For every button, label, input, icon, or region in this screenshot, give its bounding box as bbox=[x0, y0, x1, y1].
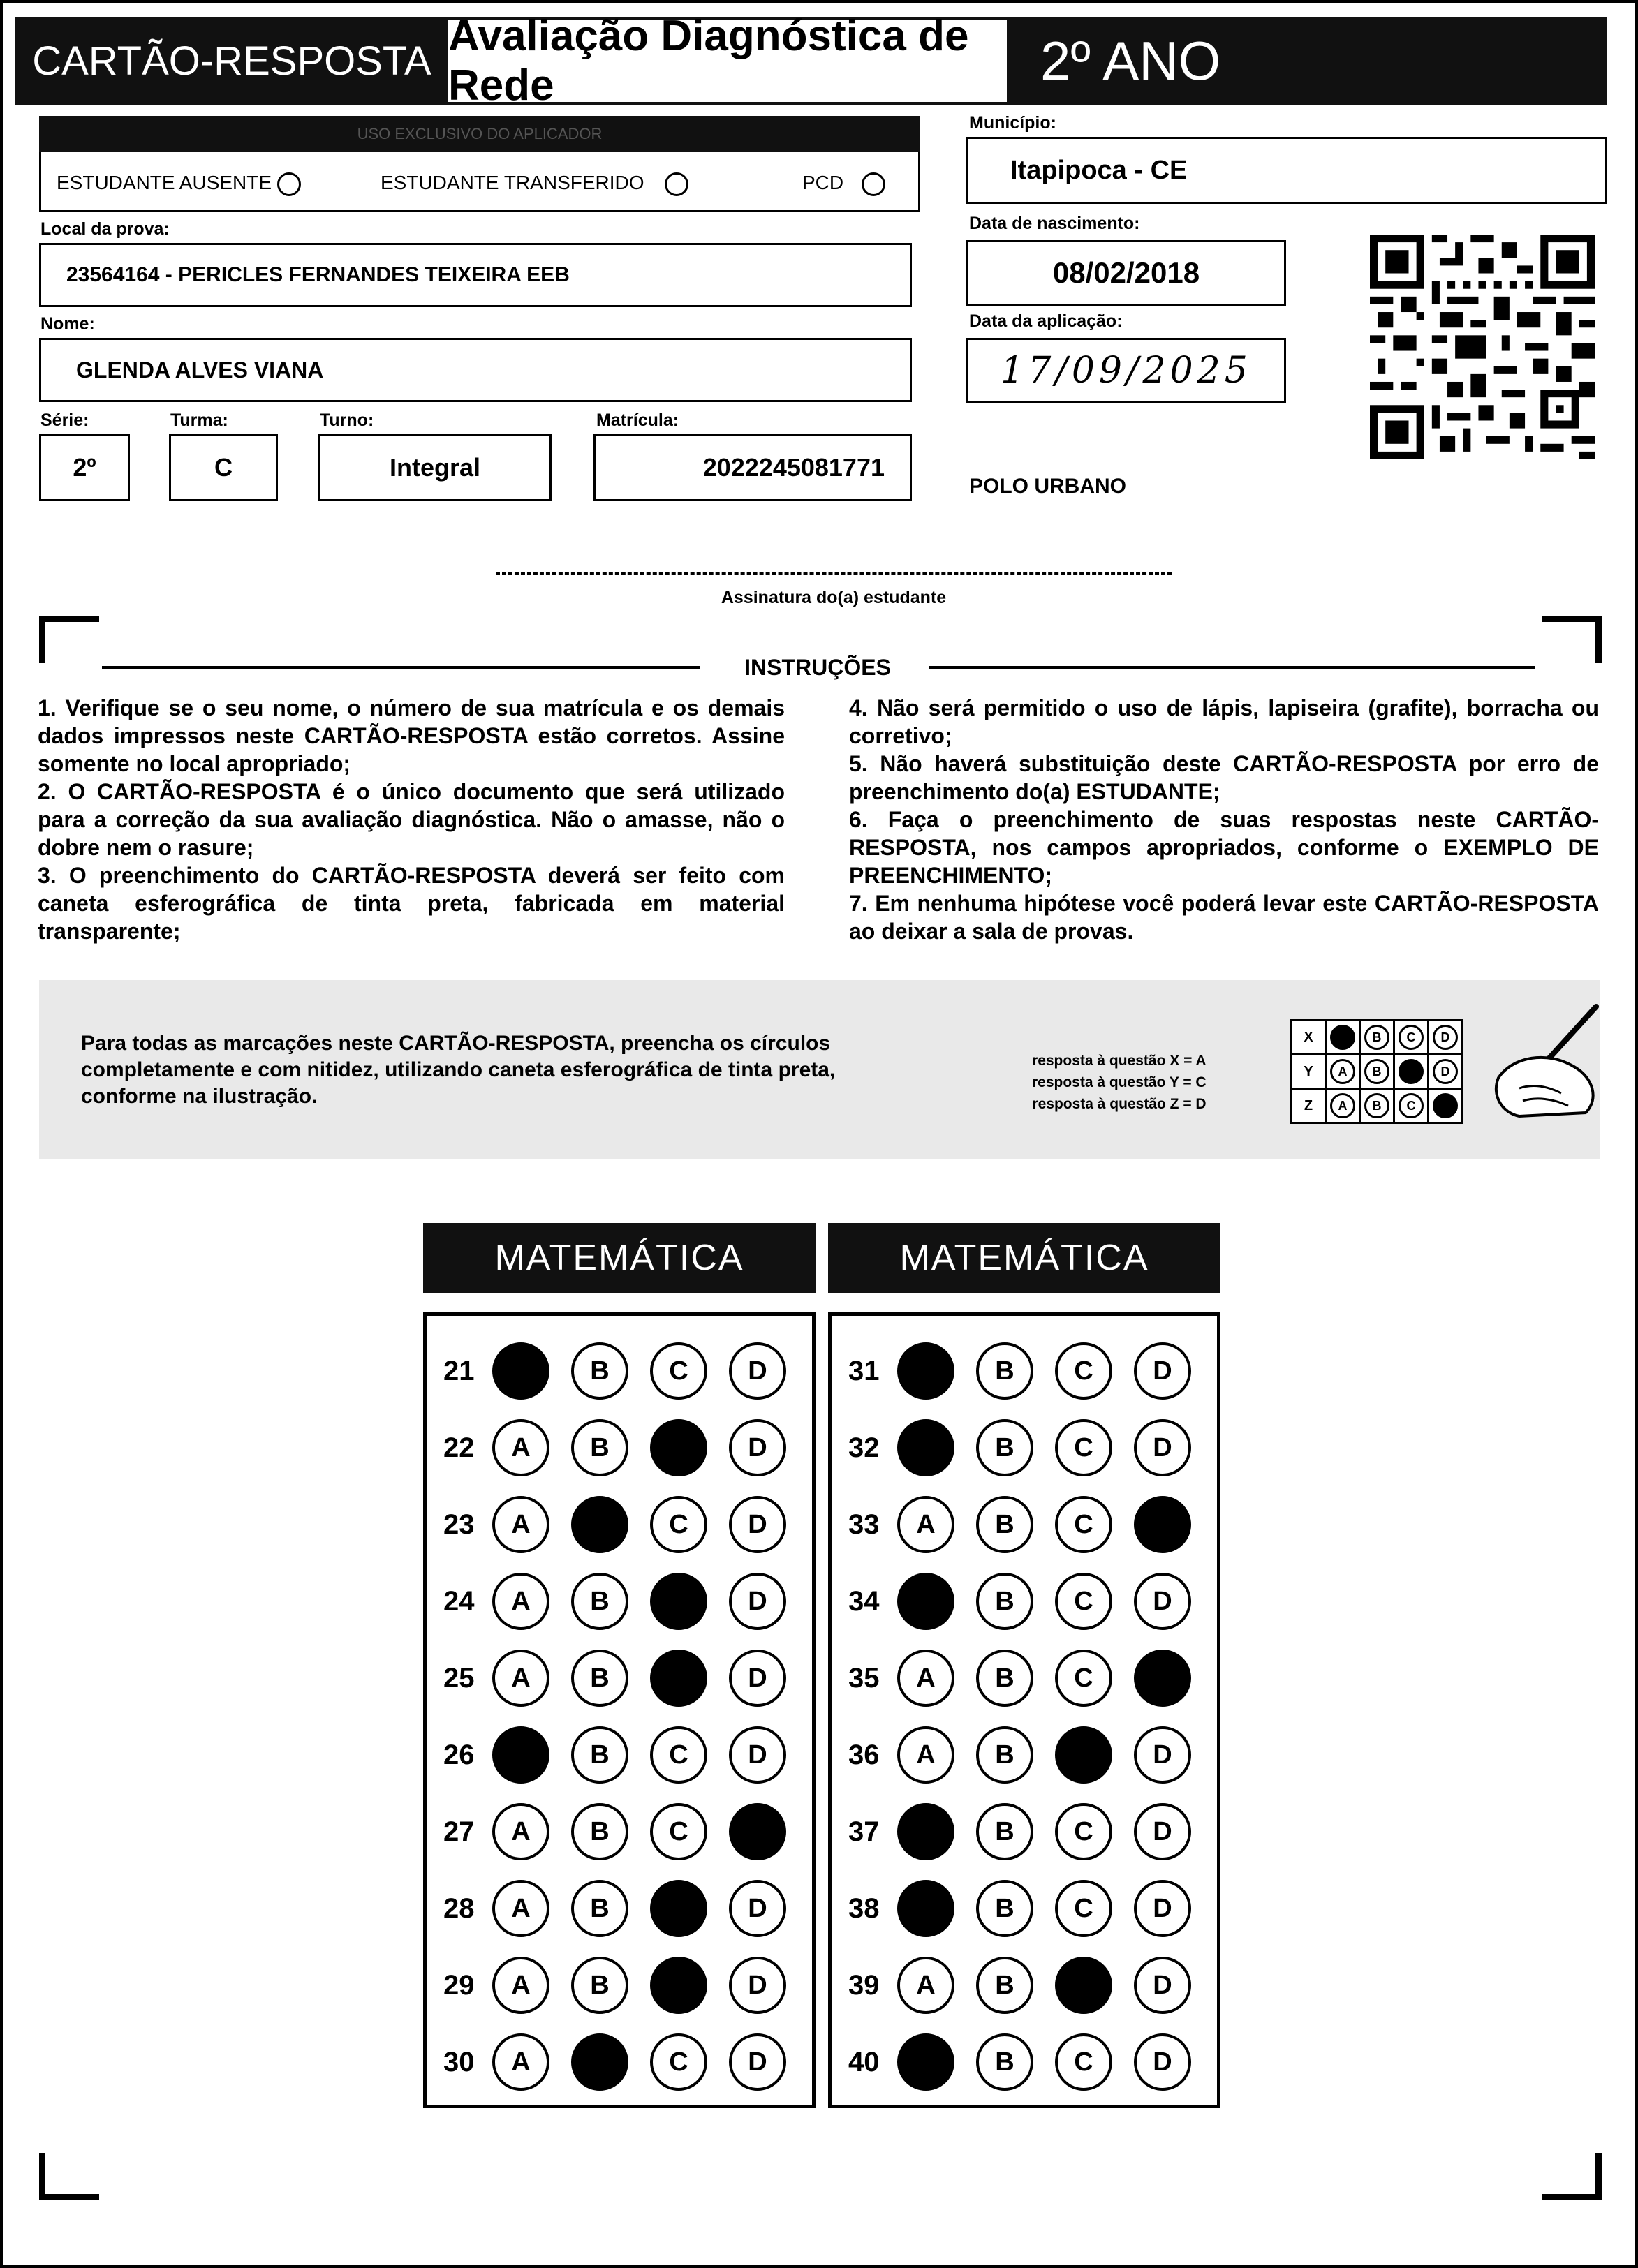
turno-value: Integral bbox=[389, 453, 481, 482]
answer-row bbox=[848, 1333, 1213, 1409]
local-value: 23564164 - PERICLES FERNANDES TEIXEIRA EEB bbox=[66, 263, 570, 286]
example-cell bbox=[1326, 1089, 1360, 1123]
answer-row bbox=[443, 1333, 808, 1409]
corner-mark-tr bbox=[1542, 616, 1602, 663]
answer-bubble-a[interactable]: A bbox=[492, 1496, 549, 1553]
corner-mark-br bbox=[1542, 2153, 1602, 2200]
qr-code bbox=[1370, 235, 1595, 459]
answer-bubble-d[interactable]: D bbox=[1134, 1650, 1191, 1707]
answer-bubble-c[interactable]: C bbox=[1055, 1650, 1112, 1707]
turno-field bbox=[318, 434, 552, 501]
subject-header-left: MATEMÁTICA bbox=[423, 1223, 816, 1293]
answer-bubble-d[interactable]: D bbox=[729, 1880, 786, 1937]
answer-bubble-c[interactable]: C bbox=[1055, 1803, 1112, 1860]
turma-field bbox=[169, 434, 278, 501]
answer-bubble-a[interactable]: A bbox=[897, 1342, 954, 1400]
exam-title: Avaliação Diagnóstica de Rede bbox=[448, 17, 1007, 105]
answer-bubble-a[interactable]: A bbox=[492, 1650, 549, 1707]
answer-bubble-b[interactable]: B bbox=[976, 2033, 1033, 2091]
answer-bubble-c[interactable]: C bbox=[1055, 2033, 1112, 2091]
answer-bubble-b[interactable]: B bbox=[571, 1957, 628, 2014]
instructions-title: INSTRUÇÕES bbox=[744, 655, 891, 680]
example-cell bbox=[1394, 1021, 1429, 1055]
answer-bubble-a[interactable]: A bbox=[897, 1726, 954, 1784]
answer-bubble-b[interactable]: B bbox=[976, 1650, 1033, 1707]
answer-bubble-a[interactable]: A bbox=[897, 1573, 954, 1630]
pcd-option[interactable] bbox=[802, 172, 885, 196]
example-legend bbox=[1032, 1050, 1207, 1115]
answer-bubble-a[interactable]: A bbox=[492, 1573, 549, 1630]
answer-bubble-d[interactable]: D bbox=[1134, 1573, 1191, 1630]
example-cell bbox=[1394, 1055, 1429, 1089]
answer-bubble-c[interactable]: C bbox=[650, 1957, 707, 2014]
answer-bubble-c[interactable]: C bbox=[1055, 1726, 1112, 1784]
answer-bubble-b[interactable]: B bbox=[571, 1726, 628, 1784]
answer-bubble-d[interactable]: D bbox=[729, 1803, 786, 1860]
example-cell bbox=[1360, 1055, 1394, 1089]
answer-bubble-c[interactable]: C bbox=[1055, 1957, 1112, 2014]
answer-row bbox=[848, 2024, 1213, 2100]
answer-row bbox=[443, 1563, 808, 1640]
answer-bubble-d[interactable]: D bbox=[1134, 1496, 1191, 1553]
subject-header-right: MATEMÁTICA bbox=[828, 1223, 1220, 1293]
answer-bubble-d[interactable]: D bbox=[729, 1650, 786, 1707]
transferred-option[interactable] bbox=[381, 172, 688, 196]
answer-bubble-c[interactable]: C bbox=[650, 1726, 707, 1784]
answer-bubble-a[interactable]: A bbox=[897, 1957, 954, 2014]
answer-bubble-b[interactable]: B bbox=[976, 1726, 1033, 1784]
instructions-right bbox=[849, 694, 1599, 945]
question-number: 24 bbox=[443, 1585, 475, 1617]
absent-label: ESTUDANTE AUSENTE bbox=[57, 172, 272, 193]
answer-bubble-a[interactable]: A bbox=[492, 1803, 549, 1860]
answer-bubble-c[interactable]: C bbox=[1055, 1342, 1112, 1400]
example-bubble-d: D bbox=[1433, 1025, 1458, 1050]
answer-bubble-d[interactable]: D bbox=[1134, 1419, 1191, 1476]
example-bubble-b: B bbox=[1364, 1059, 1389, 1084]
local-field bbox=[39, 243, 912, 307]
answer-bubble-a[interactable]: A bbox=[897, 1880, 954, 1937]
instructions-left bbox=[38, 694, 785, 945]
example-bubble-d: D bbox=[1433, 1059, 1458, 1084]
answer-bubble-c[interactable]: C bbox=[1055, 1573, 1112, 1630]
corner-mark-tl bbox=[39, 616, 99, 663]
example-cell bbox=[1429, 1055, 1463, 1089]
question-number: 35 bbox=[848, 1662, 880, 1693]
answer-bubble-b[interactable]: B bbox=[571, 1419, 628, 1476]
answer-bubble-c[interactable]: C bbox=[1055, 1419, 1112, 1476]
example-bubble-a: A bbox=[1330, 1059, 1355, 1084]
transferred-label: ESTUDANTE TRANSFERIDO bbox=[381, 172, 644, 193]
answer-bubble-b[interactable]: B bbox=[976, 1342, 1033, 1400]
question-number: 25 bbox=[443, 1662, 475, 1693]
answer-grid-right bbox=[828, 1312, 1220, 2108]
question-number: 26 bbox=[443, 1739, 475, 1770]
municipio-value: Itapipoca - CE bbox=[1010, 155, 1188, 185]
answer-bubble-b[interactable]: B bbox=[976, 1957, 1033, 2014]
answer-row bbox=[848, 1947, 1213, 2024]
pcd-circle[interactable] bbox=[862, 172, 885, 196]
answer-bubble-c[interactable]: C bbox=[650, 1419, 707, 1476]
nascimento-value: 08/02/2018 bbox=[1052, 256, 1200, 289]
answer-bubble-a[interactable]: A bbox=[492, 1880, 549, 1937]
answer-row bbox=[848, 1563, 1213, 1640]
answer-bubble-b[interactable]: B bbox=[571, 1880, 628, 1937]
answer-bubble-d[interactable]: D bbox=[1134, 1803, 1191, 1860]
instruction-5: 5. Não haverá substituição deste CARTÃO-RESPOSTA por erro de preenchimento do(a) ESTUDANTE; bbox=[849, 751, 1599, 804]
pcd-label: PCD bbox=[802, 172, 844, 193]
example-row-label: Y bbox=[1292, 1055, 1326, 1089]
answer-bubble-d[interactable]: D bbox=[1134, 2033, 1191, 2091]
answer-bubble-a[interactable]: A bbox=[492, 1419, 549, 1476]
answer-row bbox=[443, 1486, 808, 1563]
polo-label: POLO URBANO bbox=[969, 475, 1126, 498]
answer-bubble-d[interactable]: D bbox=[729, 1419, 786, 1476]
example-cell bbox=[1326, 1021, 1360, 1055]
answer-bubble-b[interactable]: B bbox=[976, 1573, 1033, 1630]
answer-bubble-c[interactable]: C bbox=[650, 1496, 707, 1553]
example-legend-x: resposta à questão X = A bbox=[1032, 1053, 1207, 1069]
answer-bubble-a[interactable]: A bbox=[897, 1650, 954, 1707]
answer-row bbox=[848, 1640, 1213, 1717]
answer-bubble-c[interactable]: C bbox=[1055, 1880, 1112, 1937]
pen-hand-icon bbox=[1470, 1001, 1610, 1120]
answer-bubble-b[interactable]: B bbox=[976, 1419, 1033, 1476]
signature-label: Assinatura do(a) estudante bbox=[721, 588, 947, 607]
answer-bubble-a[interactable]: A bbox=[897, 1496, 954, 1553]
answer-bubble-b[interactable]: B bbox=[976, 1803, 1033, 1860]
answer-bubble-c[interactable]: C bbox=[650, 2033, 707, 2091]
answer-row bbox=[443, 1717, 808, 1793]
answer-bubble-a[interactable]: A bbox=[492, 1957, 549, 2014]
turma-label: Turma: bbox=[170, 410, 228, 430]
answer-bubble-d[interactable]: D bbox=[729, 1342, 786, 1400]
instruction-2: 2. O CARTÃO-RESPOSTA é o único documento que será utilizado para a correção da sua avaliação diagnóstica. Não o amasse, não o dobre nem o rasure; bbox=[38, 779, 785, 860]
matricula-field bbox=[593, 434, 912, 501]
grade-title: 2º ANO bbox=[1007, 17, 1607, 105]
answer-bubble-d[interactable]: D bbox=[729, 2033, 786, 2091]
answer-row bbox=[443, 1870, 808, 1947]
question-number: 29 bbox=[443, 1969, 475, 2001]
question-number: 31 bbox=[848, 1355, 880, 1386]
status-box bbox=[39, 152, 920, 212]
absent-option[interactable] bbox=[57, 172, 301, 196]
nascimento-label: Data de nascimento: bbox=[969, 214, 1140, 233]
aplicacao-value: 17/09/2025 bbox=[1001, 350, 1252, 392]
example-cell bbox=[1360, 1089, 1394, 1123]
example-band bbox=[39, 980, 1600, 1159]
answer-bubble-a[interactable]: A bbox=[492, 1342, 549, 1400]
status-bar: USO EXCLUSIVO DO APLICADOR bbox=[39, 116, 920, 152]
question-number: 34 bbox=[848, 1585, 880, 1617]
answer-row bbox=[848, 1870, 1213, 1947]
signature-line[interactable] bbox=[496, 572, 1172, 575]
instruction-7: 7. Em nenhuma hipótese você poderá levar este CARTÃO-RESPOSTA ao deixar a sala de provas. bbox=[849, 891, 1599, 944]
aplicacao-field[interactable] bbox=[966, 338, 1286, 403]
answer-row bbox=[848, 1486, 1213, 1563]
answer-bubble-a[interactable]: A bbox=[897, 1419, 954, 1476]
answer-row bbox=[443, 1640, 808, 1717]
local-label: Local da prova: bbox=[40, 219, 170, 239]
example-bubble-c: C bbox=[1399, 1025, 1424, 1050]
question-number: 40 bbox=[848, 2046, 880, 2077]
answer-bubble-c[interactable]: C bbox=[650, 1342, 707, 1400]
example-cell bbox=[1326, 1055, 1360, 1089]
answer-bubble-d[interactable]: D bbox=[729, 1496, 786, 1553]
answer-row bbox=[848, 1717, 1213, 1793]
answer-bubble-b[interactable]: B bbox=[571, 1650, 628, 1707]
serie-value: 2º bbox=[73, 453, 96, 482]
answer-row bbox=[848, 1409, 1213, 1486]
example-bubble-c: C bbox=[1399, 1059, 1424, 1084]
answer-bubble-c[interactable]: C bbox=[1055, 1496, 1112, 1553]
question-number: 38 bbox=[848, 1892, 880, 1924]
instructions-rule-left bbox=[102, 666, 700, 669]
answer-bubble-d[interactable]: D bbox=[1134, 1342, 1191, 1400]
answer-bubble-b[interactable]: B bbox=[571, 2033, 628, 2091]
question-number: 37 bbox=[848, 1816, 880, 1847]
question-number: 39 bbox=[848, 1969, 880, 2001]
question-number: 33 bbox=[848, 1509, 880, 1540]
answer-bubble-d[interactable]: D bbox=[729, 1957, 786, 2014]
question-number: 32 bbox=[848, 1432, 880, 1463]
turma-value: C bbox=[214, 453, 233, 482]
example-text: Para todas as marcações neste CARTÃO-RESPOSTA, preencha os círculos completamente e com nitidez, utilizando caneta esferográfica de tinta preta, conforme na ilustração. bbox=[81, 1032, 836, 1108]
example-bubble-a: A bbox=[1330, 1093, 1355, 1118]
answer-row bbox=[443, 1793, 808, 1870]
answer-bubble-a[interactable]: A bbox=[897, 2033, 954, 2091]
question-number: 30 bbox=[443, 2046, 475, 2077]
answer-row bbox=[443, 2024, 808, 2100]
serie-label: Série: bbox=[40, 410, 89, 430]
example-cell bbox=[1429, 1021, 1463, 1055]
example-row-label: X bbox=[1292, 1021, 1326, 1055]
answer-bubble-d[interactable]: D bbox=[729, 1573, 786, 1630]
instruction-1: 1. Verifique se o seu nome, o número de sua matrícula e os demais dados impressos neste CARTÃO-RESPOSTA estão corretos. Assine somente no local apropriado; bbox=[38, 695, 785, 776]
answer-bubble-b[interactable]: B bbox=[976, 1880, 1033, 1937]
answer-bubble-c[interactable]: C bbox=[650, 1650, 707, 1707]
name-value: GLENDA ALVES VIANA bbox=[76, 357, 324, 383]
example-cell bbox=[1360, 1021, 1394, 1055]
answer-bubble-c[interactable]: C bbox=[650, 1880, 707, 1937]
answer-row bbox=[443, 1409, 808, 1486]
answer-bubble-d[interactable]: D bbox=[1134, 1726, 1191, 1784]
example-cell bbox=[1429, 1089, 1463, 1123]
example-legend-z: resposta à questão Z = D bbox=[1032, 1096, 1207, 1112]
answer-bubble-b[interactable]: B bbox=[571, 1496, 628, 1553]
answer-bubble-c[interactable]: C bbox=[650, 1573, 707, 1630]
aplicacao-label: Data da aplicação: bbox=[969, 311, 1123, 331]
question-number: 22 bbox=[443, 1432, 475, 1463]
answer-bubble-d[interactable]: D bbox=[729, 1726, 786, 1784]
example-bubble-b: B bbox=[1364, 1093, 1389, 1118]
instructions-rule-right bbox=[929, 666, 1535, 669]
answer-bubble-b[interactable]: B bbox=[571, 1803, 628, 1860]
instruction-3: 3. O preenchimento do CARTÃO-RESPOSTA deverá ser feito com caneta esferográfica de tinta preta, fabricada em material transparente; bbox=[38, 863, 785, 944]
answer-row bbox=[848, 1793, 1213, 1870]
example-bubble-a: A bbox=[1330, 1025, 1355, 1050]
example-grid bbox=[1290, 1019, 1463, 1124]
example-cell bbox=[1394, 1089, 1429, 1123]
matricula-label: Matrícula: bbox=[596, 410, 679, 430]
municipio-label: Município: bbox=[969, 113, 1056, 133]
answer-bubble-b[interactable]: B bbox=[571, 1342, 628, 1400]
example-bubble-b: B bbox=[1364, 1025, 1389, 1050]
example-bubble-d: D bbox=[1433, 1093, 1458, 1118]
example-bubble-c: C bbox=[1399, 1093, 1424, 1118]
answer-bubble-d[interactable]: D bbox=[1134, 1880, 1191, 1937]
answer-bubble-b[interactable]: B bbox=[571, 1573, 628, 1630]
matricula-value: 2022245081771 bbox=[702, 453, 885, 482]
name-field bbox=[39, 338, 912, 402]
answer-bubble-a[interactable]: A bbox=[492, 1726, 549, 1784]
question-number: 23 bbox=[443, 1509, 475, 1540]
answer-bubble-b[interactable]: B bbox=[976, 1496, 1033, 1553]
corner-mark-bl bbox=[39, 2153, 99, 2200]
instruction-4: 4. Não será permitido o uso de lápis, lapiseira (grafite), borracha ou corretivo; bbox=[849, 695, 1599, 748]
instruction-6: 6. Faça o preenchimento de suas respostas neste CARTÃO-RESPOSTA, nos campos apropriados, conforme o EXEMPLO DE PREENCHIMENTO; bbox=[849, 807, 1599, 888]
example-legend-y: resposta à questão Y = C bbox=[1032, 1074, 1207, 1090]
answer-bubble-a[interactable]: A bbox=[492, 2033, 549, 2091]
municipio-field bbox=[966, 137, 1607, 204]
question-number: 21 bbox=[443, 1355, 475, 1386]
answer-row bbox=[443, 1947, 808, 2024]
example-row-label: Z bbox=[1292, 1089, 1326, 1123]
answer-bubble-c[interactable]: C bbox=[650, 1803, 707, 1860]
turno-label: Turno: bbox=[320, 410, 374, 430]
question-number: 27 bbox=[443, 1816, 475, 1847]
nascimento-field bbox=[966, 240, 1286, 306]
card-title: CARTÃO-RESPOSTA bbox=[15, 17, 448, 105]
answer-bubble-a[interactable]: A bbox=[897, 1803, 954, 1860]
transferred-circle[interactable] bbox=[665, 172, 688, 196]
name-label: Nome: bbox=[40, 314, 95, 334]
question-number: 28 bbox=[443, 1892, 475, 1924]
absent-circle[interactable] bbox=[277, 172, 301, 196]
question-number: 36 bbox=[848, 1739, 880, 1770]
serie-field bbox=[39, 434, 130, 501]
answer-grid-left bbox=[423, 1312, 816, 2108]
answer-bubble-d[interactable]: D bbox=[1134, 1957, 1191, 2014]
